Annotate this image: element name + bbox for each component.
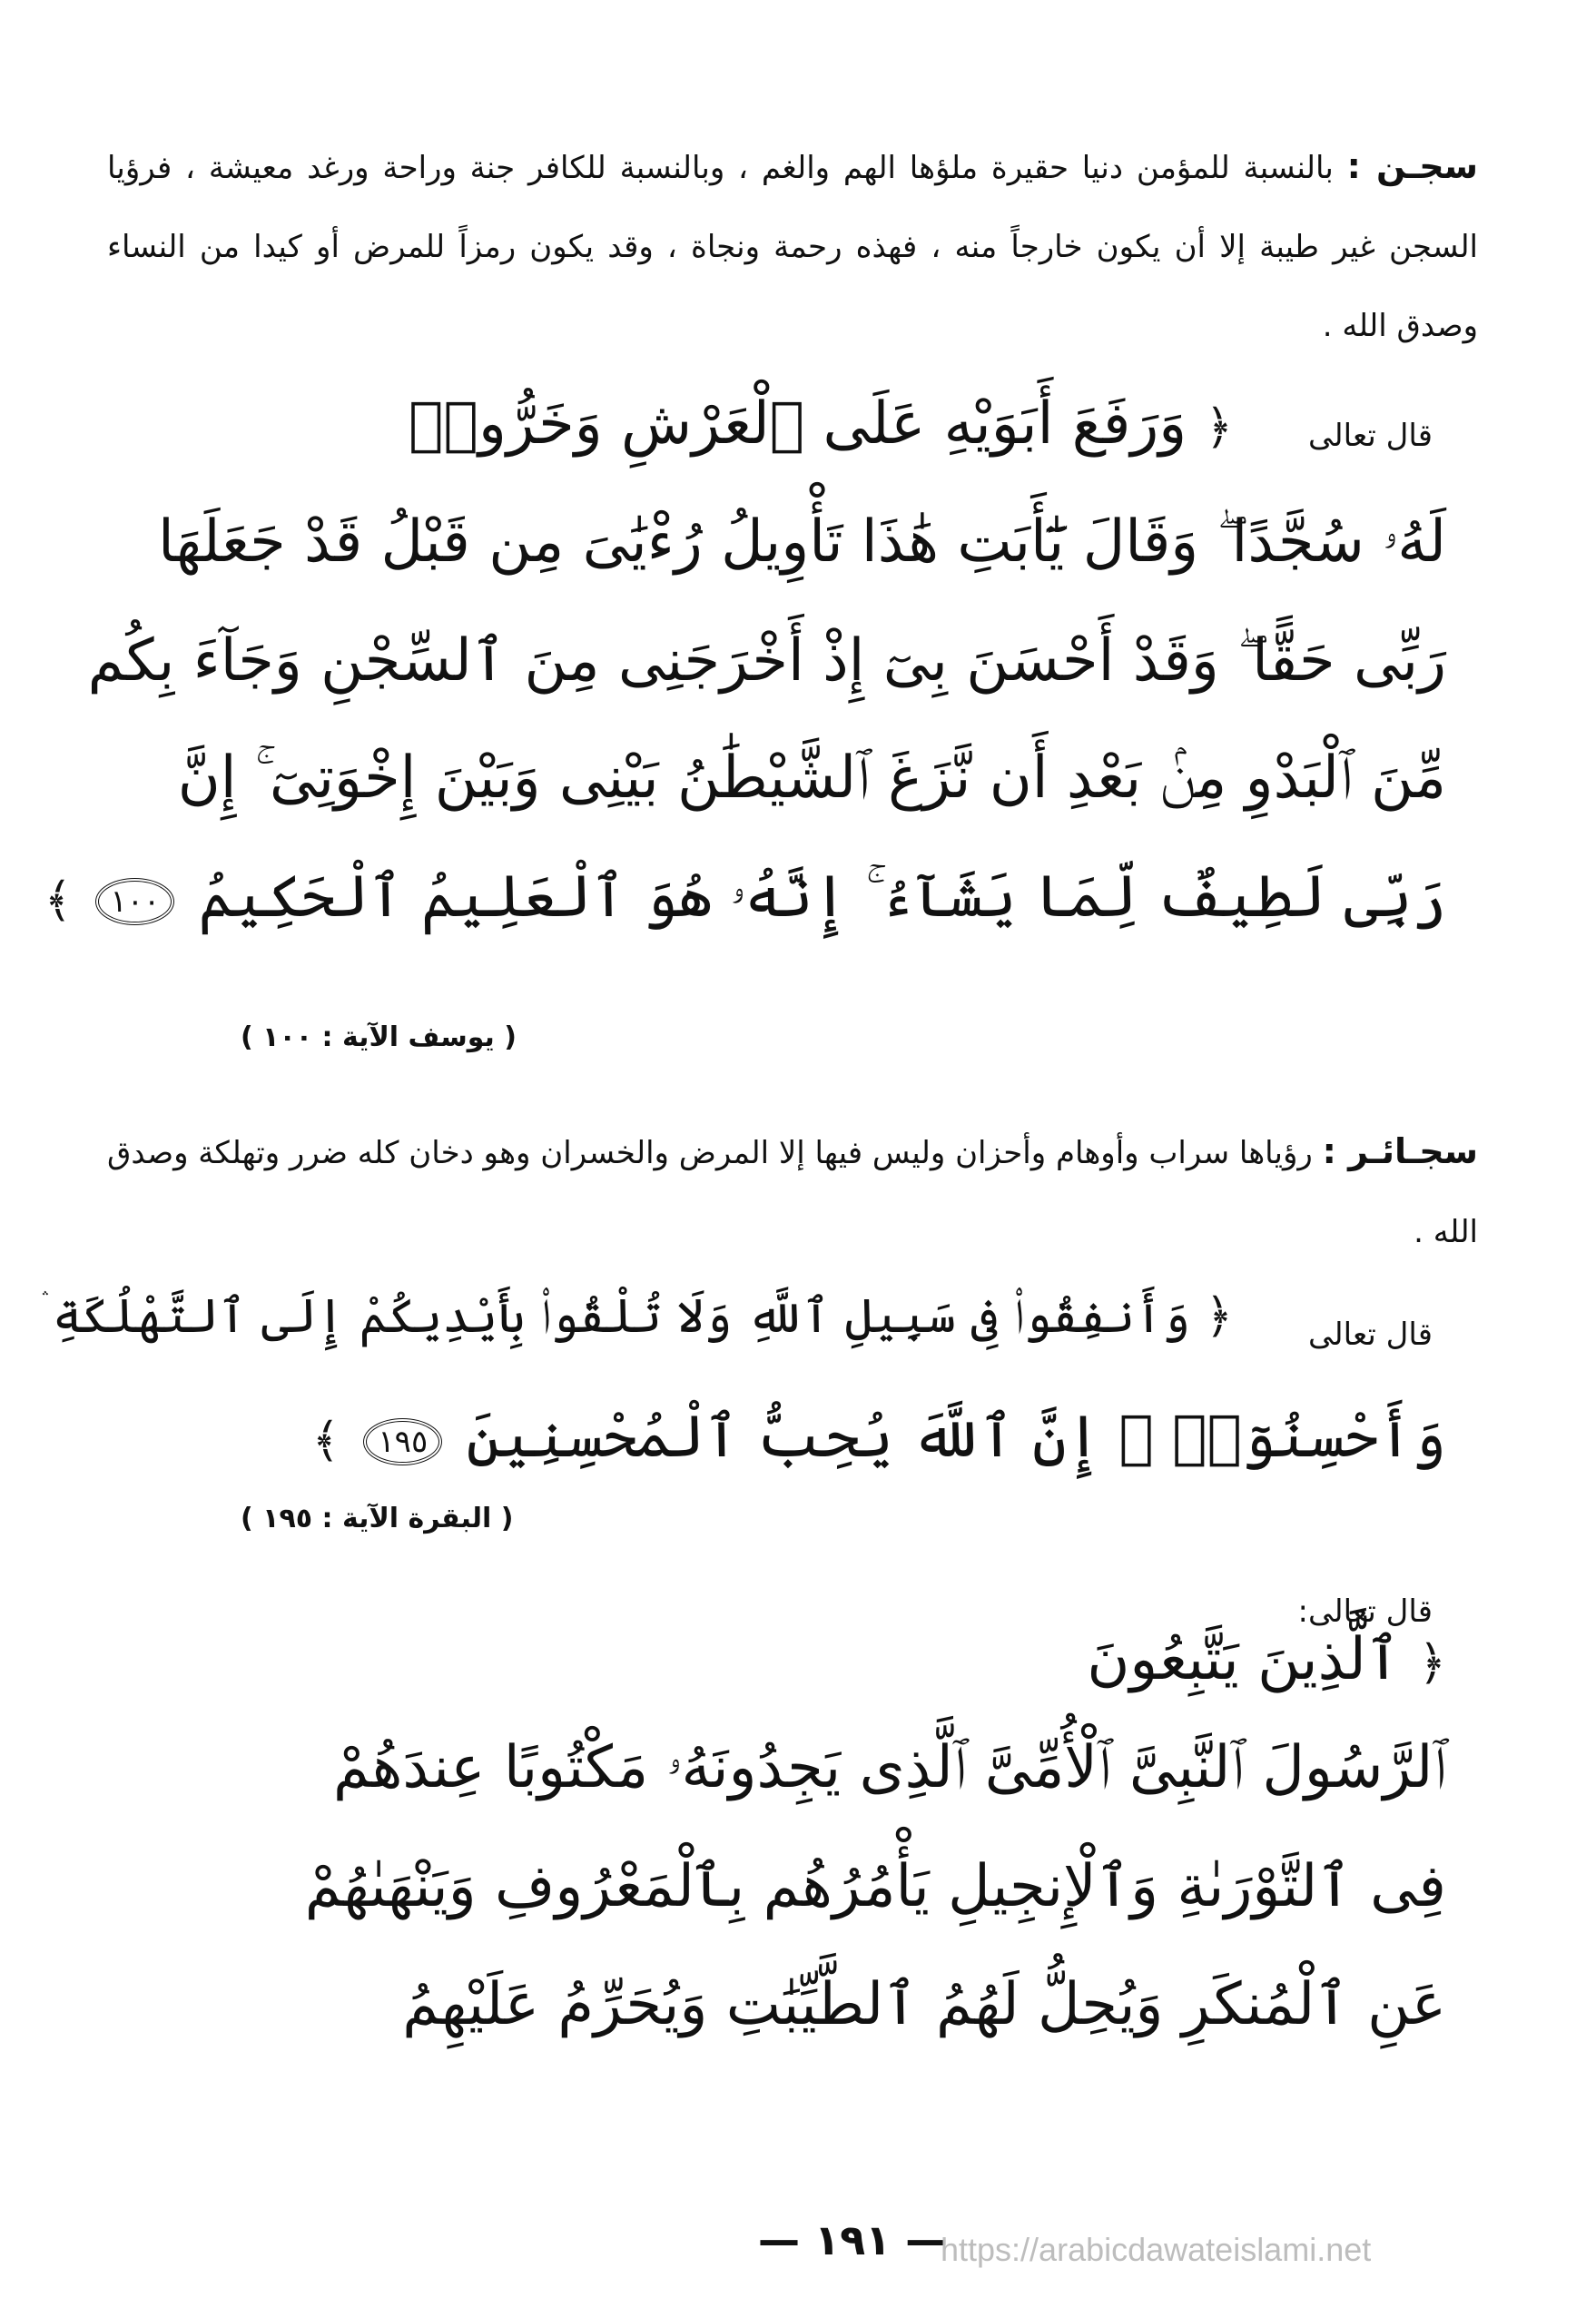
verse-text: ٱلرَّسُولَ ٱلنَّبِىَّ ٱلْأُمِّىَّ ٱلَّذِى يَجِدُونَهُۥ مَكْتُوبًا عِندَهُمْ [333, 1734, 1446, 1801]
verse-text: عَنِ ٱلْمُنكَرِ وَيُحِلُّ لَهُمُ ٱلطَّيِّبَٰتِ وَيُحَرِّمُ عَلَيْهِمُ [402, 1971, 1446, 2038]
verse-line [178, 745, 1446, 812]
verse-text: وَأَحْسِنُوٓا۟ ۛ إِنَّ ٱللَّهَ يُحِبُّ ٱلْمُحْسِنِينَ [466, 1404, 1446, 1471]
verse-text: وَأَنفِقُوا۟ فِى سَبِيلِ ٱللَّهِ وَلَا تُلْقُوا۟ بِأَيْدِيكُمْ إِلَى ٱلتَّهْلُكَةِ ۛ [41, 1289, 1190, 1344]
section-term: سجـائـر : [1322, 1131, 1478, 1171]
quote-intro: قال تعالى [1307, 418, 1433, 454]
quran-open-bracket: ﴿ [1205, 1289, 1233, 1344]
section-term: سجـن : [1346, 146, 1478, 186]
verse-line [402, 1970, 1446, 2038]
verse-line [88, 626, 1446, 695]
verse-reference: ( يوسف الآية : ١٠٠ ) [241, 1021, 517, 1053]
ayah-number-badge: ١٩٥ [363, 1418, 442, 1465]
verse-reference: ( البقرة الآية : ١٩٥ ) [241, 1503, 514, 1534]
quran-close-bracket: ﴾ [311, 1414, 340, 1468]
verse-text: مِّنَ ٱلْبَدْوِ مِنۢ بَعْدِ أَن نَّزَغَ ٱلشَّيْطَٰنُ بَيْنِى وَبَيْنَ إِخْوَتِىٓ ۚ إِنَّ [177, 745, 1446, 812]
verse-line [305, 1852, 1446, 1920]
verse-text: فِى ٱلتَّوْرَىٰةِ وَٱلْإِنجِيلِ يَأْمُرُهُم بِٱلْمَعْرُوفِ وَيَنْهَىٰهُمْ [304, 1853, 1446, 1920]
verse-line [44, 863, 1446, 931]
verse-line [409, 390, 1233, 458]
section-cigarettes [107, 1112, 1478, 1272]
quran-close-bracket: ﴾ [44, 873, 73, 928]
verse-text: رَبِّى حَقًّا ۖ وَقَدْ أَحْسَنَ بِىٓ إِذْ أَخْرَجَنِى مِنَ ٱلسِّجْنِ وَجَآءَ بِكُم [87, 627, 1446, 695]
quran-open-bracket: ﴿ [1205, 400, 1233, 455]
quote-intro: قال تعالى: [1297, 1593, 1433, 1630]
verse-line [333, 1734, 1446, 1801]
verse-text: ٱلَّذِينَ يَتَّبِعُونَ [1087, 1626, 1401, 1693]
verse-line [1087, 1625, 1446, 1693]
ayah-number-badge: ١٠٠ [95, 878, 174, 925]
site-watermark: https://arabicdawateislami.net [941, 2231, 1372, 2268]
section-sijn [107, 127, 1478, 366]
section-text: رؤياها سراب وأوهام وأحزان وليس فيها إلا المرض والخسران وهو دخان كله ضرر وتهلكة وصدق الله . [106, 1135, 1478, 1250]
verse-text: لَهُۥ سُجَّدًا ۖ وَقَالَ يَٰٓأَبَتِ هَٰذَا تَأْوِيلُ رُءْيَٰىَ مِن قَبْلُ قَدْ جَعَلَهَا [158, 508, 1446, 576]
verse-line [158, 508, 1446, 576]
verse-line [41, 1289, 1233, 1345]
page-number: — ١٩١ — [758, 2215, 948, 2264]
section-text: بالنسبة للمؤمن دنيا حقيرة ملؤها الهم والغم ، وبالنسبة للكافر جنة وراحة ورغد معيشة ، فرؤيا السجن غير طيبة إلا أن يكون خارجاً منه ، فهذه رحمة ونجاة ، وقد يكون رمزاً للمرض أو كيدا من النساء وصدق الله . [107, 150, 1478, 344]
verse-text: وَرَفَعَ أَبَوَيْهِ عَلَى ٱلْعَرْشِ وَخَرُّوا۟ [409, 390, 1187, 458]
quran-open-bracket: ﴿ [1418, 1636, 1446, 1691]
quote-intro: قال تعالى [1307, 1317, 1433, 1353]
verse-line [312, 1403, 1446, 1471]
verse-text: رَبِّى لَطِيفٌ لِّمَا يَشَآءُ ۚ إِنَّهُۥ هُوَ ٱلْعَلِيمُ ٱلْحَكِيمُ [198, 863, 1446, 931]
